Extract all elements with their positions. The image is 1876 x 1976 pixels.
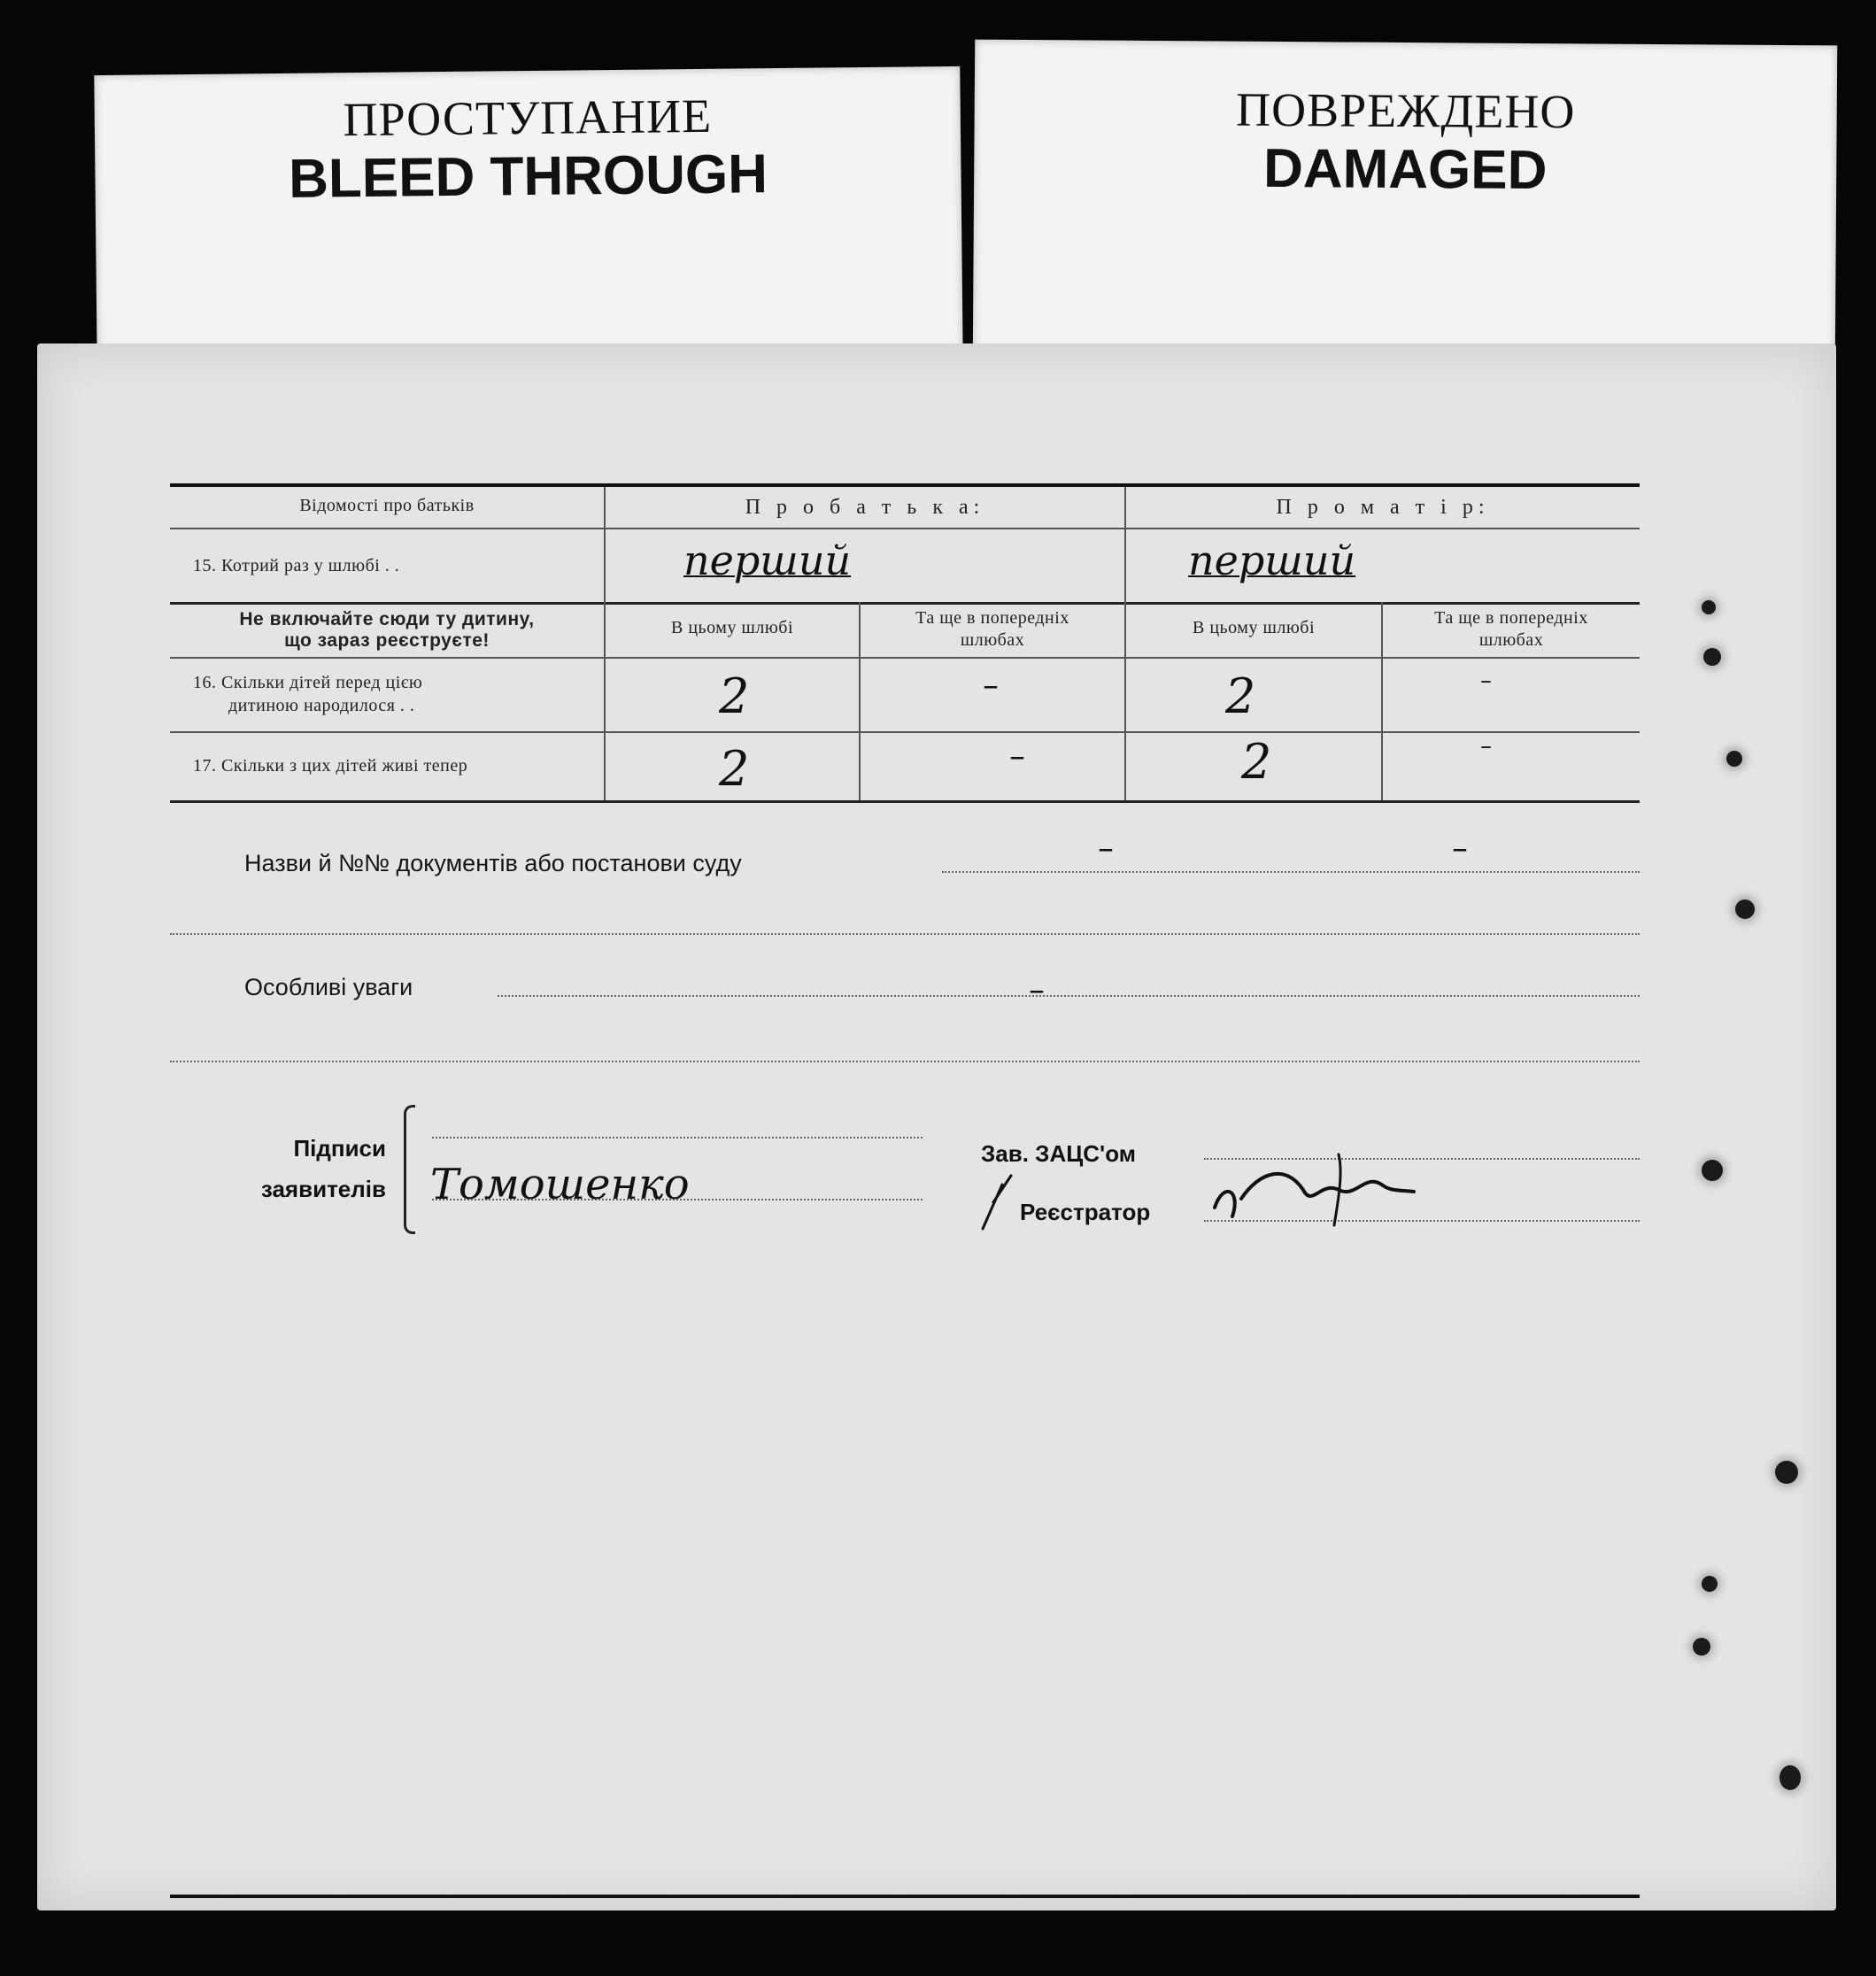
row17-mother-this: 2 <box>1241 734 1272 790</box>
row16-label-line1: 16. Скільки дітей перед цією <box>193 673 423 692</box>
damaged-en: DAMAGED <box>1262 137 1548 202</box>
row17-label: 17. Скільки з цих дітей живі тепер <box>193 756 468 776</box>
subheader-divider <box>170 657 1640 659</box>
applicants-line-1 <box>432 1137 923 1139</box>
damage-hole-icon <box>1775 1461 1798 1484</box>
bleed-through-card <box>94 66 962 367</box>
father-this-marriage-header: В цьому шлюбі <box>671 618 793 637</box>
documents-value: – <box>1098 830 1114 867</box>
table-bottom <box>170 800 1640 803</box>
damage-hole-icon <box>1703 648 1721 666</box>
father-previous-line2: шлюбах <box>960 630 1025 650</box>
row15-mother-value: перший <box>1188 536 1356 584</box>
header-divider <box>170 528 1640 529</box>
mother-this-marriage-header: В цьому шлюбі <box>1193 618 1315 637</box>
head-label: Зав. ЗАЦС'ом <box>981 1140 1136 1167</box>
row16-mother-this: 2 <box>1225 668 1256 724</box>
row17-father-this: 2 <box>719 741 750 797</box>
subheader-note-line1: Не включайте сюди ту дитину, <box>239 609 535 629</box>
header-mother: П р о м а т і р: <box>1276 496 1490 519</box>
notes-line-1 <box>498 995 1640 997</box>
bleed-through-en: BLEED THROUGH <box>288 143 768 210</box>
father-previous-line1: Та ще в попередніх <box>915 608 1069 628</box>
mother-previous-header <box>1383 607 1640 652</box>
header-parents-info: Відомості про батьків <box>299 496 475 515</box>
row17-mother-prev: – <box>1480 733 1492 760</box>
father-previous-header <box>861 607 1124 652</box>
documents-line-1 <box>942 871 1640 873</box>
damaged-ru: ПОВРЕЖДЕНО <box>1235 82 1576 139</box>
damage-hole-icon <box>1702 1576 1718 1592</box>
documents-label: Назви й №№ документів або постанови суду <box>244 850 742 876</box>
subheader-note <box>170 609 604 652</box>
header-father: П р о б а т ь к а: <box>745 496 985 519</box>
registrar-label: Реєстратор <box>1020 1199 1151 1225</box>
documents-line-2 <box>170 933 1640 935</box>
damage-hole-icon <box>1702 1160 1723 1181</box>
row16-label-line2: дитиною народилося . . <box>228 696 415 715</box>
subheader-note-line2: що зараз реєструєте! <box>284 630 490 651</box>
damage-hole-icon <box>1726 751 1742 767</box>
row16-label <box>193 671 591 717</box>
mother-previous-line1: Та ще в попередніх <box>1434 608 1588 628</box>
row16-father-prev: – <box>983 668 999 704</box>
row16-mother-prev: – <box>1480 668 1492 694</box>
row15-label: 15. Котрий раз у шлюбі . . <box>193 556 400 575</box>
row16-father-this: 2 <box>719 668 750 724</box>
bleed-through-ru: ПРОСТУПАНИЕ <box>343 89 713 147</box>
applicants-label-line1: Підписи <box>293 1135 386 1162</box>
notes-label: Особливі уваги <box>244 974 413 1000</box>
bottom-rule <box>170 1895 1640 1898</box>
col-divider-1 <box>604 487 606 800</box>
document-sheet <box>37 343 1836 1910</box>
notes-value: – <box>1029 972 1045 1008</box>
notes-line-2 <box>170 1061 1640 1062</box>
row17-father-prev: – <box>1009 738 1025 775</box>
damage-hole-icon <box>1779 1765 1801 1790</box>
documents-value-2: – <box>1452 830 1468 867</box>
row15-father-value: перший <box>683 536 852 584</box>
check-mark-icon <box>976 1167 1046 1238</box>
mother-previous-line2: шлюбах <box>1478 630 1544 650</box>
col-divider-3 <box>1124 487 1126 800</box>
damage-hole-icon <box>1693 1638 1710 1656</box>
damage-hole-icon <box>1735 899 1755 919</box>
damaged-card <box>973 40 1838 367</box>
row16-divider <box>170 731 1640 733</box>
applicants-label-line2: заявителів <box>260 1176 386 1202</box>
top-rule <box>170 483 1640 487</box>
registrar-signature-icon <box>1206 1137 1436 1234</box>
applicant-signature: Томошенко <box>430 1160 690 1209</box>
row15-divider <box>170 602 1640 605</box>
applicants-brace <box>404 1105 415 1234</box>
damage-hole-icon <box>1702 600 1716 614</box>
